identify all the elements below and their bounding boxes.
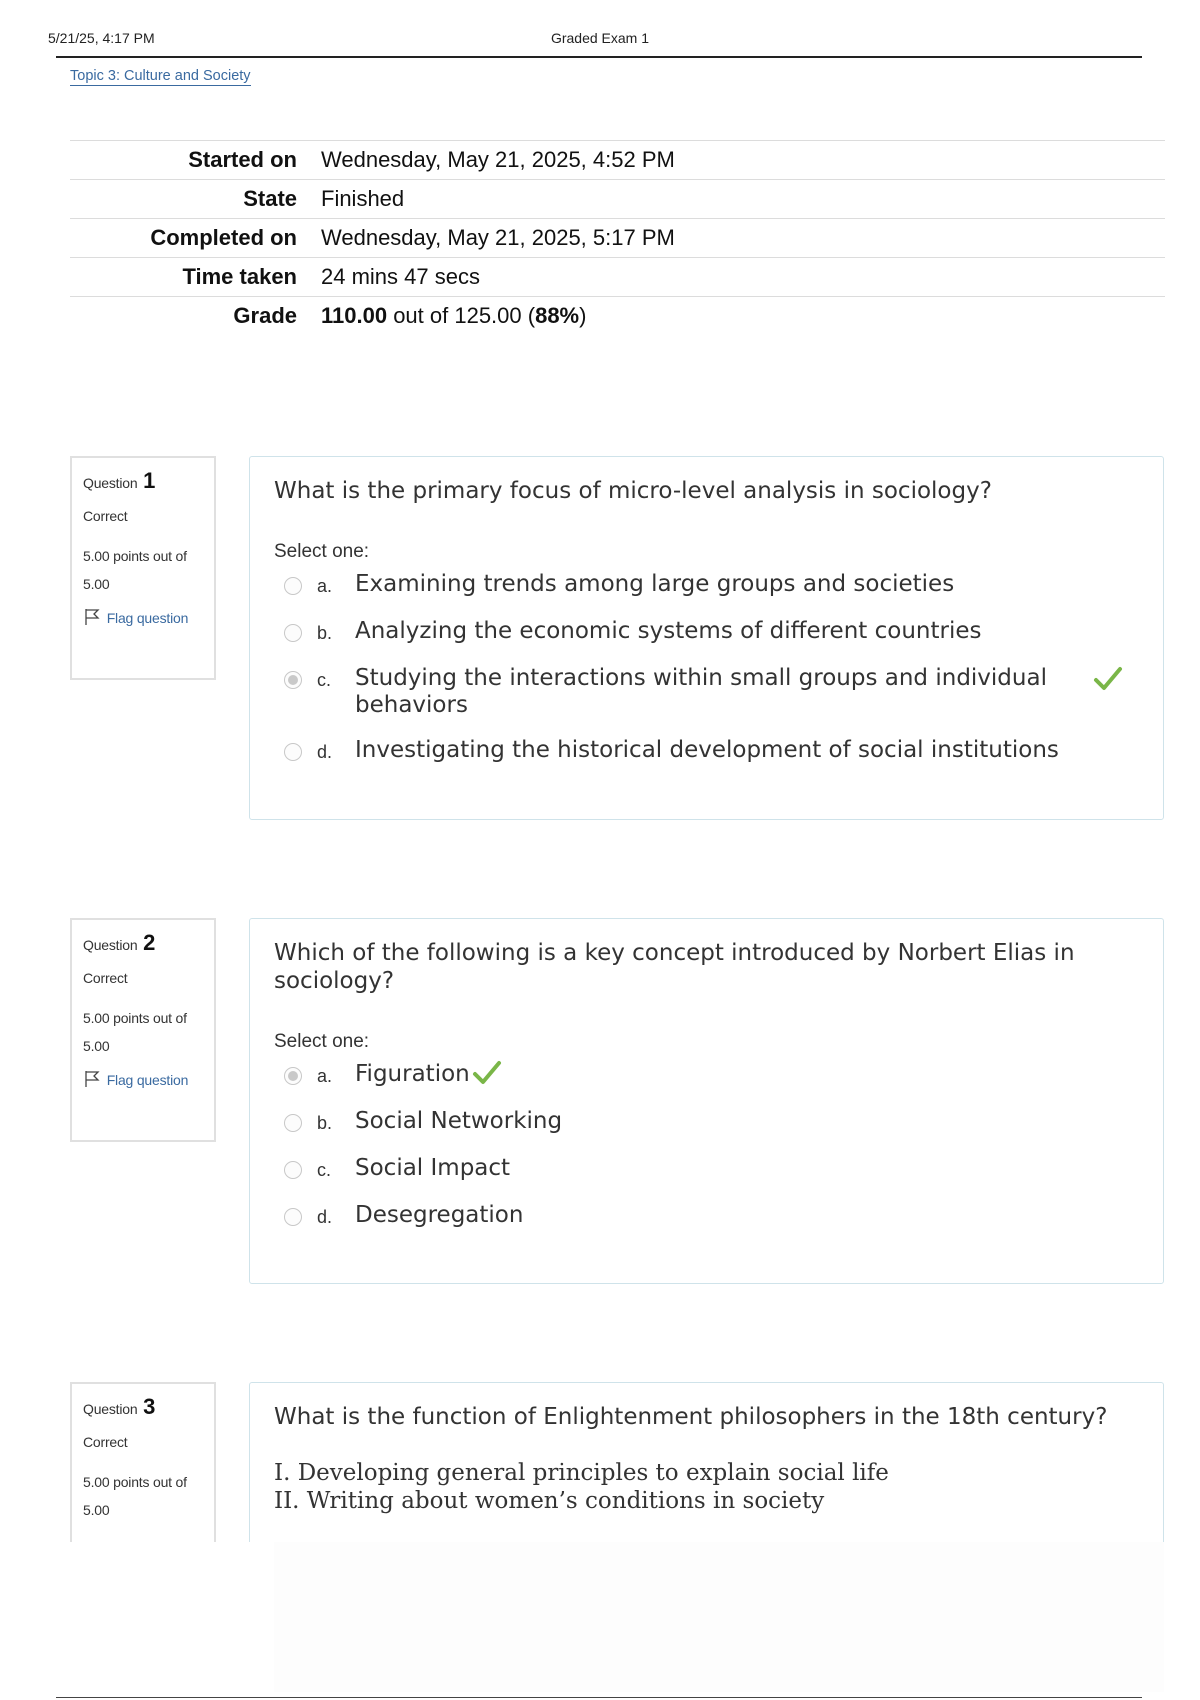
answer-option-b[interactable]	[284, 618, 1139, 647]
question-content-1	[249, 456, 1164, 820]
question-state: Correct	[83, 970, 128, 986]
question-info-1	[70, 456, 216, 680]
answer-option-c[interactable]	[284, 665, 1139, 719]
summary-label: Started on	[188, 147, 297, 172]
summary-label: Grade	[233, 303, 297, 328]
question-number-value: 1	[143, 468, 156, 493]
radio-button[interactable]	[284, 1161, 302, 1179]
radio-button-selected[interactable]	[284, 1067, 302, 1085]
answer-option-c[interactable]	[284, 1155, 1139, 1184]
summary-label: Time taken	[182, 264, 297, 289]
select-one-prompt: Select one:	[274, 1031, 370, 1052]
option-letter: d.	[317, 742, 333, 762]
answer-options	[274, 1061, 1139, 1231]
question-statements	[274, 1459, 1139, 1515]
print-date: 5/21/25, 4:17 PM	[48, 30, 155, 46]
flag-question-link[interactable]	[83, 1066, 204, 1094]
radio-button[interactable]	[284, 1208, 302, 1226]
summary-label: State	[243, 186, 297, 211]
grade-percent: 88%	[535, 303, 580, 328]
option-text: Figuration	[355, 1061, 470, 1087]
option-letter: b.	[317, 623, 333, 643]
question-label: Question	[83, 475, 138, 491]
breadcrumb-topic-link[interactable]: Topic 3: Culture and Society	[70, 68, 251, 84]
summary-value: Wednesday, May 21, 2025, 4:52 PM	[321, 147, 675, 172]
option-text: Studying the interactions within small groups and individual behaviors	[355, 665, 1047, 718]
option-letter: a.	[317, 576, 333, 596]
question-info-3	[70, 1382, 216, 1562]
print-header	[0, 0, 1200, 60]
option-text: Social Impact	[355, 1155, 511, 1181]
summary-value: 24 mins 47 secs	[321, 264, 480, 289]
summary-row-started	[70, 141, 1165, 180]
summary-value	[309, 297, 1165, 336]
grade-out-of: out of 125.00 (	[387, 303, 536, 328]
question-label: Question	[83, 937, 138, 953]
answer-option-d[interactable]	[284, 737, 1139, 766]
flag-icon	[83, 608, 103, 626]
radio-button[interactable]	[284, 624, 302, 642]
print-title: Graded Exam 1	[550, 30, 650, 46]
flag-icon	[83, 1070, 103, 1088]
question-state: Correct	[83, 508, 128, 524]
summary-row-grade	[70, 297, 1165, 336]
summary-value: Finished	[321, 186, 405, 211]
grade-score: 110.00	[321, 303, 388, 328]
flag-question-label: Flag question	[106, 610, 189, 626]
answer-option-d[interactable]	[284, 1202, 1139, 1231]
question-grade: 5.00 points out of 5.00	[83, 1474, 187, 1518]
question-text: What is the primary focus of micro-level analysis in sociology?	[274, 478, 992, 504]
question-text: What is the function of Enlightenment philosophers in the 18th century?	[274, 1404, 1108, 1430]
radio-button[interactable]	[284, 1114, 302, 1132]
option-letter: c.	[317, 670, 332, 690]
statement-item: II. Writing about women’s conditions in society	[274, 1488, 825, 1514]
question-content-2	[249, 918, 1164, 1284]
statement-item: I. Developing general principles to explain social life	[274, 1460, 889, 1486]
option-letter: d.	[317, 1207, 333, 1227]
question-number	[83, 1394, 204, 1420]
question-content-3	[249, 1382, 1164, 1562]
question-number-value: 2	[143, 930, 156, 955]
page-cutoff-shade	[274, 1542, 1164, 1692]
radio-button[interactable]	[284, 577, 302, 595]
summary-row-completed	[70, 219, 1165, 258]
radio-button[interactable]	[284, 743, 302, 761]
option-letter: b.	[317, 1113, 333, 1133]
option-text: Analyzing the economic systems of different countries	[355, 618, 982, 644]
select-one-prompt: Select one:	[274, 541, 370, 562]
attempt-summary-table	[70, 140, 1165, 335]
question-info-2	[70, 918, 216, 1142]
question-label: Question	[83, 1401, 138, 1417]
question-number	[83, 930, 204, 956]
summary-label: Completed on	[150, 225, 297, 250]
flag-question-link[interactable]	[83, 604, 204, 632]
option-letter: c.	[317, 1160, 332, 1180]
answer-option-a[interactable]	[284, 571, 1139, 600]
question-number-value: 3	[143, 1394, 156, 1419]
option-text: Social Networking	[355, 1108, 563, 1134]
answer-option-a[interactable]	[284, 1061, 1139, 1090]
print-header-rule	[56, 56, 1142, 58]
grade-close: )	[579, 303, 587, 328]
question-state: Correct	[83, 1434, 128, 1450]
question-text: Which of the following is a key concept introduced by Norbert Elias in sociology?	[274, 940, 1075, 994]
summary-row-time-taken	[70, 258, 1165, 297]
radio-button-selected[interactable]	[284, 671, 302, 689]
check-icon	[1093, 665, 1123, 693]
question-grade: 5.00 points out of 5.00	[83, 548, 187, 592]
option-text: Examining trends among large groups and societies	[355, 571, 955, 597]
answer-options	[274, 571, 1139, 766]
summary-row-state	[70, 180, 1165, 219]
option-text: Desegregation	[355, 1202, 524, 1228]
check-icon	[472, 1059, 502, 1087]
question-grade: 5.00 points out of 5.00	[83, 1010, 187, 1054]
print-footer-rule	[56, 1697, 1142, 1698]
flag-question-label: Flag question	[106, 1072, 189, 1088]
summary-value: Wednesday, May 21, 2025, 5:17 PM	[321, 225, 675, 250]
answer-option-b[interactable]	[284, 1108, 1139, 1137]
question-number	[83, 468, 204, 494]
option-letter: a.	[317, 1066, 333, 1086]
option-text: Investigating the historical development of social institutions	[355, 737, 1059, 763]
